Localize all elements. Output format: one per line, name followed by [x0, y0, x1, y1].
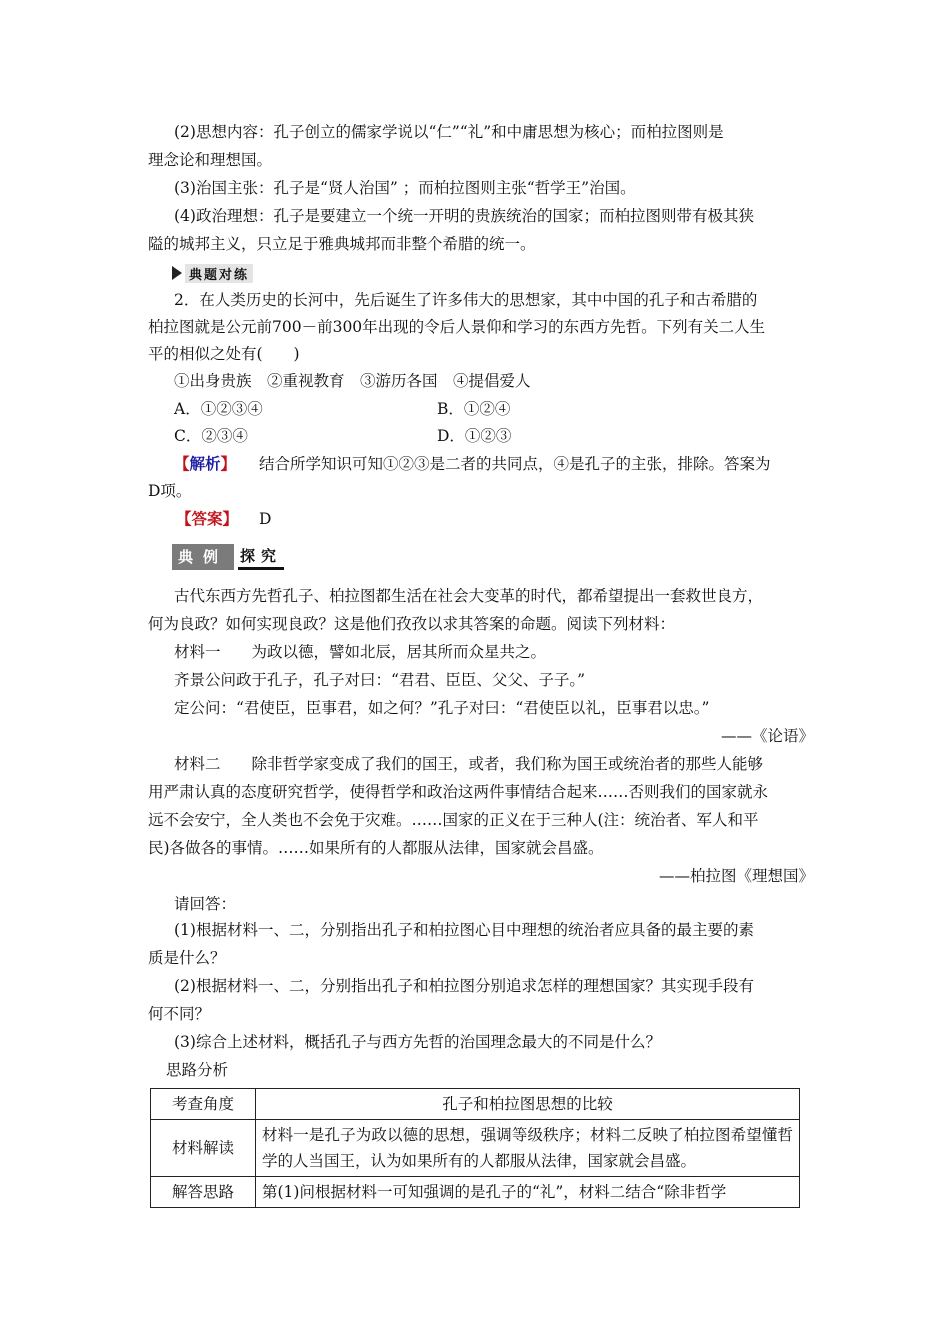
question-items: ①出身贵族 ②重视教育 ③游历各国 ④提倡爱人 — [174, 372, 531, 390]
question-line-2: 柏拉图就是公元前700－前300年出现的令后人景仰和学习的东西方先哲。下列有关二人生 — [148, 318, 766, 336]
section-banner — [172, 544, 284, 570]
material-1-line-1: 材料一 为政以德，譬如北辰，居其所而众星共之。 — [174, 643, 547, 661]
q2-line-2: 何不同？ — [148, 1005, 211, 1023]
analysis-tag: 【解析】 — [174, 454, 237, 473]
practice-badge — [172, 264, 253, 282]
table-cell-content: 第(1)问根据材料一可知强调的是孔子的“礼”，材料二结合“除非哲学 — [256, 1177, 800, 1208]
analysis-heading: 思路分析 — [166, 1061, 229, 1079]
analysis-line-1: 结合所学知识可知①②③是二者的共同点，④是孔子的主张，排除。答案为 — [259, 455, 771, 473]
analysis-table — [150, 1088, 800, 1208]
q3: (3)综合上述材料，概括孔子与西方先哲的治国理念最大的不同是什么？ — [174, 1033, 661, 1051]
intro-point-4-line-1: (4)政治理想：孔子是要建立一个统一开明的贵族统治的国家；而柏拉图则带有极其狭 — [174, 207, 754, 225]
option-c: C．②③④ — [174, 427, 248, 445]
question-line-3: 平的相似之处有( ) — [148, 345, 300, 363]
intro-point-2-line-1: (2)思想内容：孔子创立的儒家学说以“仁”“礼”和中庸思想为核心；而柏拉图则是 — [174, 123, 724, 141]
intro-point-2-line-2: 理念论和理想国。 — [148, 151, 273, 169]
q2-line-1: (2)根据材料一、二，分别指出孔子和柏拉图分别追求怎样的理想国家？其实现手段有 — [174, 977, 754, 995]
table-cell-label: 解答思路 — [151, 1177, 256, 1208]
material-2-line-2: 用严肃认真的态度研究哲学，使得哲学和政治这两件事情结合起来……否则我们的国家就永 — [148, 783, 769, 801]
material-2-line-1: 材料二 除非哲学家变成了我们的国王，或者，我们称为国王或统治者的那些人能够 — [174, 755, 764, 773]
option-b: B．①②④ — [437, 400, 511, 418]
material-1-line-2: 齐景公问政于孔子，孔子对曰：“君君、臣臣、父父、子子。” — [174, 671, 586, 689]
material-1-source: ——《论语》 — [720, 727, 814, 745]
play-triangle-icon — [172, 266, 182, 280]
table-row — [151, 1089, 800, 1120]
table-cell-content: 材料一是孔子为政以德的思想，强调等级秩序；材料二反映了柏拉图希望懂哲学的人当国王，认为如果所有的人都服从法律，国家就会昌盛。 — [256, 1120, 800, 1177]
table-cell-label: 材料解读 — [151, 1120, 256, 1177]
banner-left: 典例 — [172, 544, 234, 570]
answer-value: D — [259, 510, 272, 528]
option-d: D．①②③ — [437, 427, 512, 445]
material-2-line-4: 民)各做各的事情。……如果所有的人都服从法律，国家就会昌盛。 — [148, 839, 604, 857]
table-row — [151, 1177, 800, 1208]
explore-intro-line-1: 古代东西方先哲孔子、柏拉图都生活在社会大变革的时代，都希望提出一套救世良方， — [174, 587, 764, 605]
table-cell-label: 考查角度 — [151, 1089, 256, 1120]
explore-intro-line-2: 何为良政？如何实现良政？这是他们孜孜以求其答案的命题。阅读下列材料： — [148, 615, 676, 633]
ask-label: 请回答： — [174, 895, 237, 913]
answer-tag: 【答案】 — [176, 509, 239, 528]
banner-right: 探究 — [238, 545, 284, 570]
q1-line-1: (1)根据材料一、二，分别指出孔子和柏拉图心目中理想的统治者应具备的最主要的素 — [174, 921, 754, 939]
material-2-line-3: 远不会安宁，全人类也不会免于灾难。……国家的正义在于三种人(注：统治者、军人和平 — [148, 811, 759, 829]
intro-point-4-line-2: 隘的城邦主义，只立足于雅典城邦而非整个希腊的统一。 — [148, 235, 536, 253]
practice-badge-label: 典题对练 — [185, 264, 253, 283]
question-line-1: 2．在人类历史的长河中，先后诞生了许多伟大的思想家，其中中国的孔子和古希腊的 — [174, 291, 758, 309]
analysis-line-2: D项。 — [148, 482, 192, 500]
material-2-source: ——柏拉图《理想国》 — [658, 867, 814, 885]
q1-line-2: 质是什么？ — [148, 949, 226, 967]
option-a: A．①②③④ — [174, 400, 263, 418]
intro-point-3: (3)治国主张：孔子是“贤人治国” ；而柏拉图则主张“哲学王”治国。 — [174, 179, 636, 197]
table-cell-content: 孔子和柏拉图思想的比较 — [256, 1089, 800, 1120]
material-1-line-3: 定公问：“君使臣，臣事君，如之何？”孔子对曰：“君使臣以礼，臣事君以忠。” — [174, 699, 710, 717]
table-row — [151, 1120, 800, 1177]
